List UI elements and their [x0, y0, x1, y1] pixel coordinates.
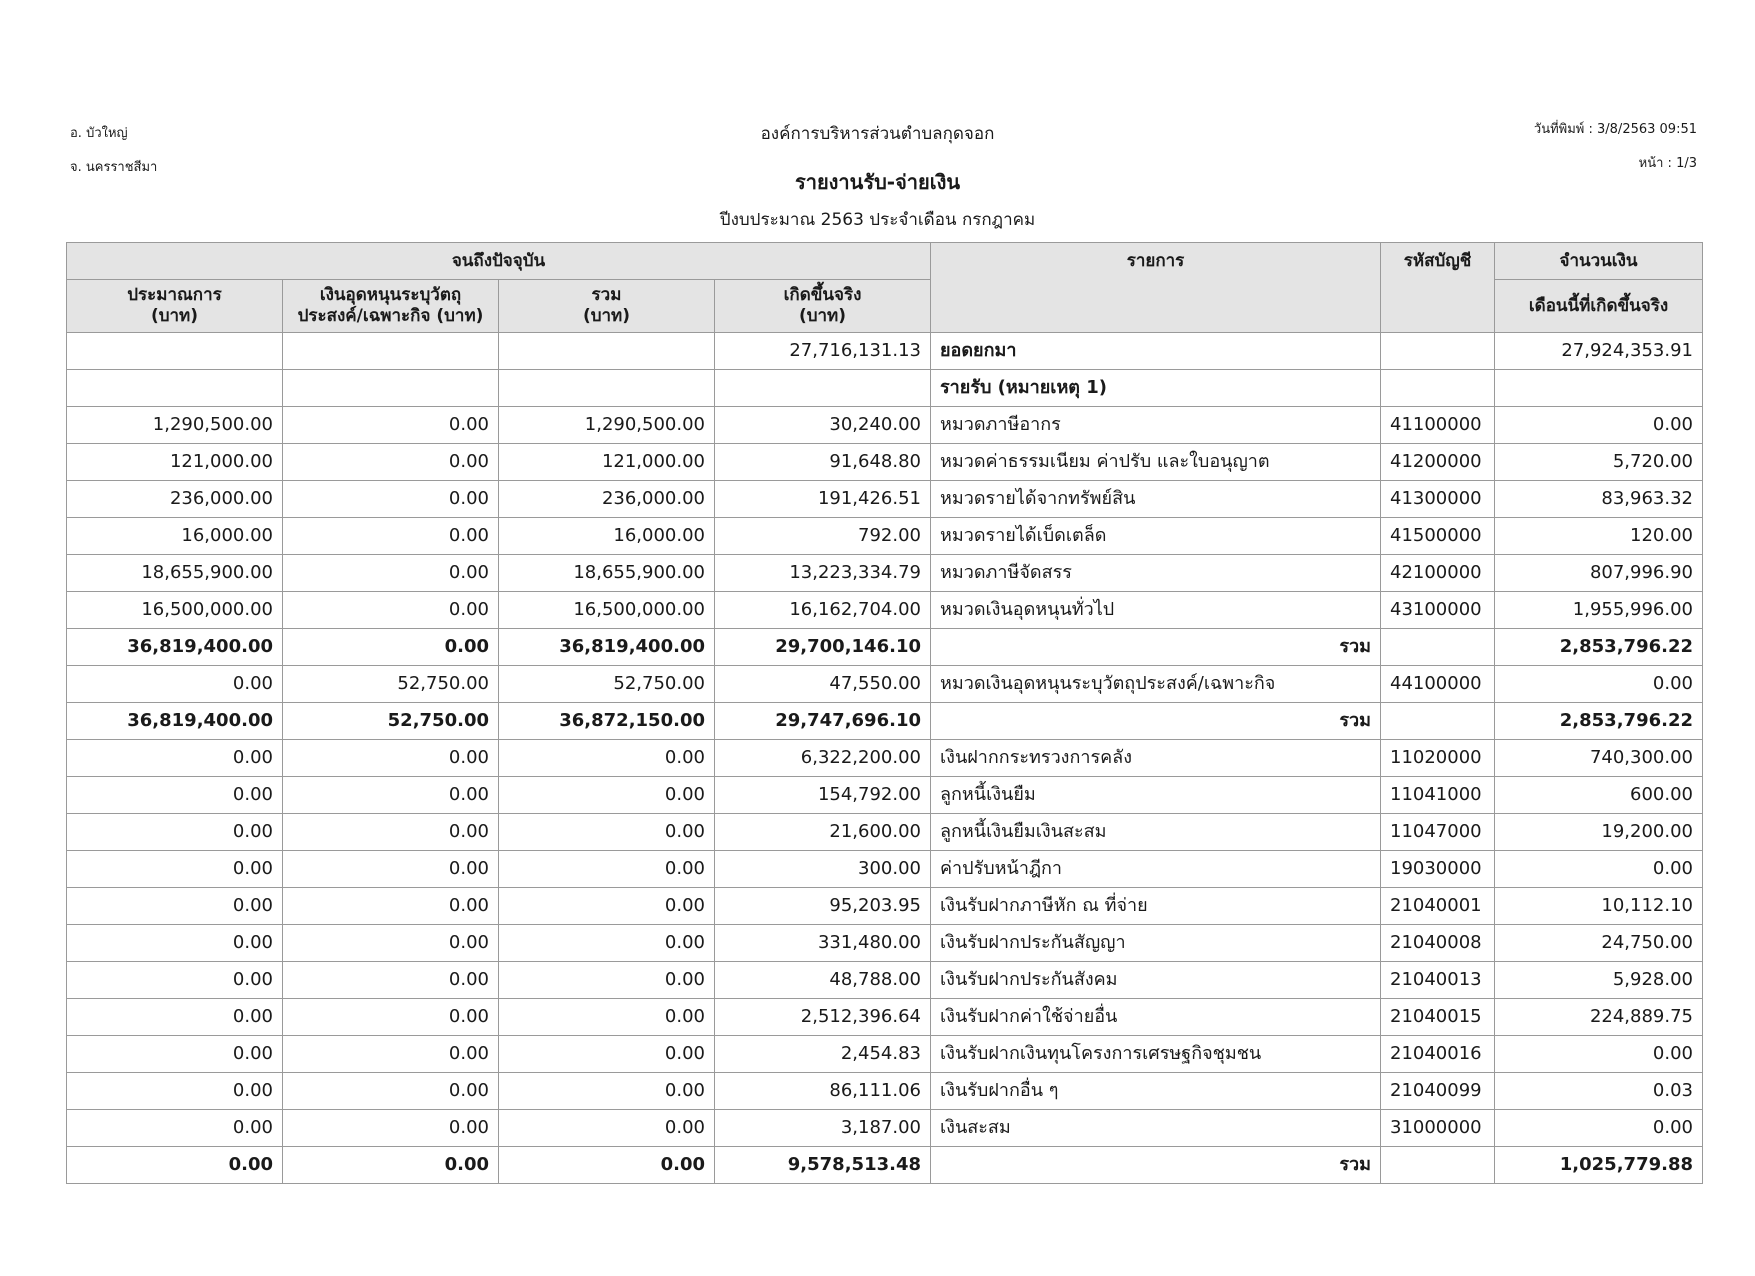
cell-actual: 2,454.83	[715, 1036, 931, 1073]
cell-specific-grant: 0.00	[283, 1110, 499, 1147]
cell-estimate: 0.00	[67, 1073, 283, 1110]
table-row	[67, 407, 1703, 444]
cell-total: 236,000.00	[499, 481, 715, 518]
cell-account-code: 21040099	[1381, 1073, 1495, 1110]
cell-month-amount: 120.00	[1495, 518, 1703, 555]
cell-account-code: 19030000	[1381, 851, 1495, 888]
cell-specific-grant: 0.00	[283, 1073, 499, 1110]
cell-item: เงินรับฝากเงินทุนโครงการเศรษฐกิจชุมชน	[931, 1036, 1381, 1073]
cell-estimate: 0.00	[67, 740, 283, 777]
cell-specific-grant	[283, 370, 499, 407]
table-row	[67, 518, 1703, 555]
cell-item: หมวดรายได้เบ็ดเตล็ด	[931, 518, 1381, 555]
cell-total: 1,290,500.00	[499, 407, 715, 444]
page-number: หน้า : 1/3	[1638, 156, 1697, 171]
cell-estimate	[67, 370, 283, 407]
cell-total: 36,872,150.00	[499, 703, 715, 740]
cell-estimate: 16,000.00	[67, 518, 283, 555]
header-actual	[715, 280, 931, 333]
cell-account-code: 41300000	[1381, 481, 1495, 518]
table-row	[67, 1147, 1703, 1184]
cell-month-amount: 83,963.32	[1495, 481, 1703, 518]
cell-account-code: 11020000	[1381, 740, 1495, 777]
header-actual-text: เกิดขึ้นจริง (บาท)	[783, 285, 862, 326]
cell-specific-grant: 0.00	[283, 740, 499, 777]
table-row	[67, 370, 1703, 407]
cell-item: รวม	[931, 703, 1381, 740]
cell-account-code: 44100000	[1381, 666, 1495, 703]
table-row	[67, 444, 1703, 481]
cell-estimate: 0.00	[67, 925, 283, 962]
cell-account-code: 41100000	[1381, 407, 1495, 444]
table-row	[67, 740, 1703, 777]
table-row	[67, 1110, 1703, 1147]
table-row	[67, 555, 1703, 592]
cell-total: 0.00	[499, 888, 715, 925]
cell-total: 0.00	[499, 1147, 715, 1184]
cell-month-amount: 5,928.00	[1495, 962, 1703, 999]
cell-item: รวม	[931, 1147, 1381, 1184]
cell-actual: 13,223,334.79	[715, 555, 931, 592]
cell-actual: 27,716,131.13	[715, 333, 931, 370]
cell-account-code: 21040008	[1381, 925, 1495, 962]
cell-specific-grant: 0.00	[283, 555, 499, 592]
cell-estimate: 36,819,400.00	[67, 629, 283, 666]
cell-item: เงินรับฝากภาษีหัก ณ ที่จ่าย	[931, 888, 1381, 925]
cell-estimate: 0.00	[67, 1036, 283, 1073]
table-row	[67, 777, 1703, 814]
cell-actual: 91,648.80	[715, 444, 931, 481]
cell-estimate	[67, 333, 283, 370]
cell-actual: 16,162,704.00	[715, 592, 931, 629]
table-row	[67, 592, 1703, 629]
cell-item: หมวดภาษีอากร	[931, 407, 1381, 444]
cell-estimate: 36,819,400.00	[67, 703, 283, 740]
cell-account-code: 21040013	[1381, 962, 1495, 999]
cell-month-amount: 10,112.10	[1495, 888, 1703, 925]
cell-item: ยอดยกมา	[931, 333, 1381, 370]
table-row	[67, 999, 1703, 1036]
cell-account-code	[1381, 333, 1495, 370]
cell-estimate: 0.00	[67, 1147, 283, 1184]
cell-specific-grant: 0.00	[283, 1147, 499, 1184]
cell-month-amount: 27,924,353.91	[1495, 333, 1703, 370]
cell-actual: 30,240.00	[715, 407, 931, 444]
cell-month-amount: 5,720.00	[1495, 444, 1703, 481]
cell-actual: 154,792.00	[715, 777, 931, 814]
print-date: วันที่พิมพ์ : 3/8/2563 09:51	[1533, 122, 1697, 137]
cell-specific-grant: 52,750.00	[283, 666, 499, 703]
table-row	[67, 1073, 1703, 1110]
cell-item: เงินรับฝากประกันสัญญา	[931, 925, 1381, 962]
cell-actual: 9,578,513.48	[715, 1147, 931, 1184]
header-total-text: รวม (บาท)	[582, 285, 631, 326]
cell-item: ลูกหนี้เงินยืม	[931, 777, 1381, 814]
cell-estimate: 0.00	[67, 962, 283, 999]
cell-account-code: 11041000	[1381, 777, 1495, 814]
cell-actual: 86,111.06	[715, 1073, 931, 1110]
cell-item: หมวดเงินอุดหนุนระบุวัตถุประสงค์/เฉพาะกิจ	[931, 666, 1381, 703]
cell-item: หมวดภาษีจัดสรร	[931, 555, 1381, 592]
cell-account-code: 43100000	[1381, 592, 1495, 629]
cell-estimate: 0.00	[67, 814, 283, 851]
table-row	[67, 814, 1703, 851]
cell-specific-grant: 0.00	[283, 814, 499, 851]
cell-month-amount: 1,955,996.00	[1495, 592, 1703, 629]
cell-estimate: 0.00	[67, 777, 283, 814]
cell-estimate: 0.00	[67, 1110, 283, 1147]
cell-estimate: 1,290,500.00	[67, 407, 283, 444]
cell-estimate: 0.00	[67, 666, 283, 703]
cell-specific-grant: 0.00	[283, 518, 499, 555]
cell-actual	[715, 370, 931, 407]
table-row	[67, 851, 1703, 888]
cell-month-amount: 0.00	[1495, 407, 1703, 444]
header-total	[499, 280, 715, 333]
cell-specific-grant: 0.00	[283, 481, 499, 518]
cell-month-amount: 0.00	[1495, 1036, 1703, 1073]
district-label: อ. บัวใหญ่	[70, 126, 128, 141]
cell-item: หมวดค่าธรรมเนียม ค่าปรับ และใบอนุญาต	[931, 444, 1381, 481]
cell-month-amount: 224,889.75	[1495, 999, 1703, 1036]
cell-account-code: 41200000	[1381, 444, 1495, 481]
table-row	[67, 666, 1703, 703]
cell-account-code: 31000000	[1381, 1110, 1495, 1147]
report-subtitle: ปีงบประมาณ 2563 ประจำเดือน กรกฎาคม	[719, 210, 1036, 230]
table-row	[67, 1036, 1703, 1073]
cell-specific-grant: 0.00	[283, 592, 499, 629]
cell-specific-grant: 0.00	[283, 407, 499, 444]
cell-month-amount: 1,025,779.88	[1495, 1147, 1703, 1184]
cell-account-code	[1381, 703, 1495, 740]
cell-total: 16,000.00	[499, 518, 715, 555]
cell-actual: 47,550.00	[715, 666, 931, 703]
header-amount: จำนวนเงิน	[1495, 243, 1703, 280]
cell-month-amount: 0.00	[1495, 851, 1703, 888]
cell-item: เงินรับฝากค่าใช้จ่ายอื่น	[931, 999, 1381, 1036]
cell-specific-grant: 0.00	[283, 925, 499, 962]
header-to-date: จนถึงปัจจุบัน	[67, 243, 931, 280]
cell-item: รวม	[931, 629, 1381, 666]
cell-total: 121,000.00	[499, 444, 715, 481]
cell-total: 0.00	[499, 777, 715, 814]
cell-estimate: 0.00	[67, 851, 283, 888]
table-row	[67, 888, 1703, 925]
cell-total: 0.00	[499, 1073, 715, 1110]
receipt-payment-table	[66, 242, 1703, 1184]
cell-specific-grant: 0.00	[283, 629, 499, 666]
cell-estimate: 236,000.00	[67, 481, 283, 518]
cell-total: 0.00	[499, 925, 715, 962]
cell-total	[499, 333, 715, 370]
cell-month-amount: 600.00	[1495, 777, 1703, 814]
cell-month-amount: 740,300.00	[1495, 740, 1703, 777]
header-estimate-text: ประมาณการ (บาท)	[127, 285, 222, 326]
cell-actual: 2,512,396.64	[715, 999, 931, 1036]
cell-account-code: 41500000	[1381, 518, 1495, 555]
cell-account-code: 21040016	[1381, 1036, 1495, 1073]
header-amount-month: เดือนนี้ที่เกิดขึ้นจริง	[1495, 280, 1703, 333]
cell-total: 0.00	[499, 851, 715, 888]
cell-total: 16,500,000.00	[499, 592, 715, 629]
cell-account-code	[1381, 629, 1495, 666]
cell-estimate: 18,655,900.00	[67, 555, 283, 592]
cell-account-code: 21040001	[1381, 888, 1495, 925]
cell-specific-grant: 0.00	[283, 777, 499, 814]
cell-specific-grant: 0.00	[283, 888, 499, 925]
cell-item: เงินรับฝากประกันสังคม	[931, 962, 1381, 999]
table-body	[67, 333, 1703, 1184]
cell-item: เงินฝากกระทรวงการคลัง	[931, 740, 1381, 777]
cell-account-code: 42100000	[1381, 555, 1495, 592]
cell-month-amount: 2,853,796.22	[1495, 629, 1703, 666]
cell-actual: 29,747,696.10	[715, 703, 931, 740]
cell-item: ค่าปรับหน้าฎีกา	[931, 851, 1381, 888]
province-label: จ. นครราชสีมา	[70, 160, 158, 175]
cell-estimate: 121,000.00	[67, 444, 283, 481]
cell-month-amount: 19,200.00	[1495, 814, 1703, 851]
table-row	[67, 925, 1703, 962]
cell-actual: 3,187.00	[715, 1110, 931, 1147]
cell-total: 0.00	[499, 1036, 715, 1073]
cell-account-code: 11047000	[1381, 814, 1495, 851]
cell-estimate: 0.00	[67, 999, 283, 1036]
cell-month-amount: 2,853,796.22	[1495, 703, 1703, 740]
cell-actual: 792.00	[715, 518, 931, 555]
cell-actual: 191,426.51	[715, 481, 931, 518]
cell-item: เงินรับฝากอื่น ๆ	[931, 1073, 1381, 1110]
table-row	[67, 962, 1703, 999]
organization-name: องค์การบริหารส่วนตำบลกุดจอก	[760, 124, 995, 144]
cell-month-amount: 0.03	[1495, 1073, 1703, 1110]
table-row	[67, 481, 1703, 518]
cell-specific-grant	[283, 333, 499, 370]
cell-actual: 331,480.00	[715, 925, 931, 962]
header-estimate	[67, 280, 283, 333]
cell-estimate: 0.00	[67, 888, 283, 925]
cell-account-code: 21040015	[1381, 999, 1495, 1036]
cell-month-amount	[1495, 370, 1703, 407]
cell-total: 0.00	[499, 740, 715, 777]
cell-actual: 21,600.00	[715, 814, 931, 851]
cell-specific-grant: 0.00	[283, 1036, 499, 1073]
cell-actual: 48,788.00	[715, 962, 931, 999]
cell-specific-grant: 0.00	[283, 851, 499, 888]
cell-specific-grant: 0.00	[283, 444, 499, 481]
cell-specific-grant: 52,750.00	[283, 703, 499, 740]
cell-total: 18,655,900.00	[499, 555, 715, 592]
cell-actual: 29,700,146.10	[715, 629, 931, 666]
cell-item: ลูกหนี้เงินยืมเงินสะสม	[931, 814, 1381, 851]
cell-month-amount: 0.00	[1495, 1110, 1703, 1147]
cell-specific-grant: 0.00	[283, 962, 499, 999]
cell-item: เงินสะสม	[931, 1110, 1381, 1147]
cell-total: 52,750.00	[499, 666, 715, 703]
cell-total: 0.00	[499, 1110, 715, 1147]
report-title: รายงานรับ-จ่ายเงิน	[794, 170, 961, 194]
table-row	[67, 333, 1703, 370]
header-specific-grant-text: เงินอุดหนุนระบุวัตถุ ประสงค์/เฉพาะกิจ (บาท)	[297, 285, 484, 326]
cell-total: 0.00	[499, 962, 715, 999]
cell-item: รายรับ (หมายเหตุ 1)	[931, 370, 1381, 407]
cell-item: หมวดเงินอุดหนุนทั่วไป	[931, 592, 1381, 629]
header-specific-grant	[283, 280, 499, 333]
table-row	[67, 703, 1703, 740]
cell-actual: 6,322,200.00	[715, 740, 931, 777]
cell-total: 0.00	[499, 999, 715, 1036]
cell-month-amount: 807,996.90	[1495, 555, 1703, 592]
cell-actual: 95,203.95	[715, 888, 931, 925]
cell-month-amount: 0.00	[1495, 666, 1703, 703]
cell-total: 36,819,400.00	[499, 629, 715, 666]
cell-month-amount: 24,750.00	[1495, 925, 1703, 962]
cell-total	[499, 370, 715, 407]
cell-total: 0.00	[499, 814, 715, 851]
header-item: รายการ	[931, 243, 1381, 333]
cell-account-code	[1381, 1147, 1495, 1184]
cell-actual: 300.00	[715, 851, 931, 888]
cell-specific-grant: 0.00	[283, 999, 499, 1036]
cell-account-code	[1381, 370, 1495, 407]
table-row	[67, 629, 1703, 666]
cell-estimate: 16,500,000.00	[67, 592, 283, 629]
header-account-code: รหัสบัญชี	[1381, 243, 1495, 333]
cell-item: หมวดรายได้จากทรัพย์สิน	[931, 481, 1381, 518]
